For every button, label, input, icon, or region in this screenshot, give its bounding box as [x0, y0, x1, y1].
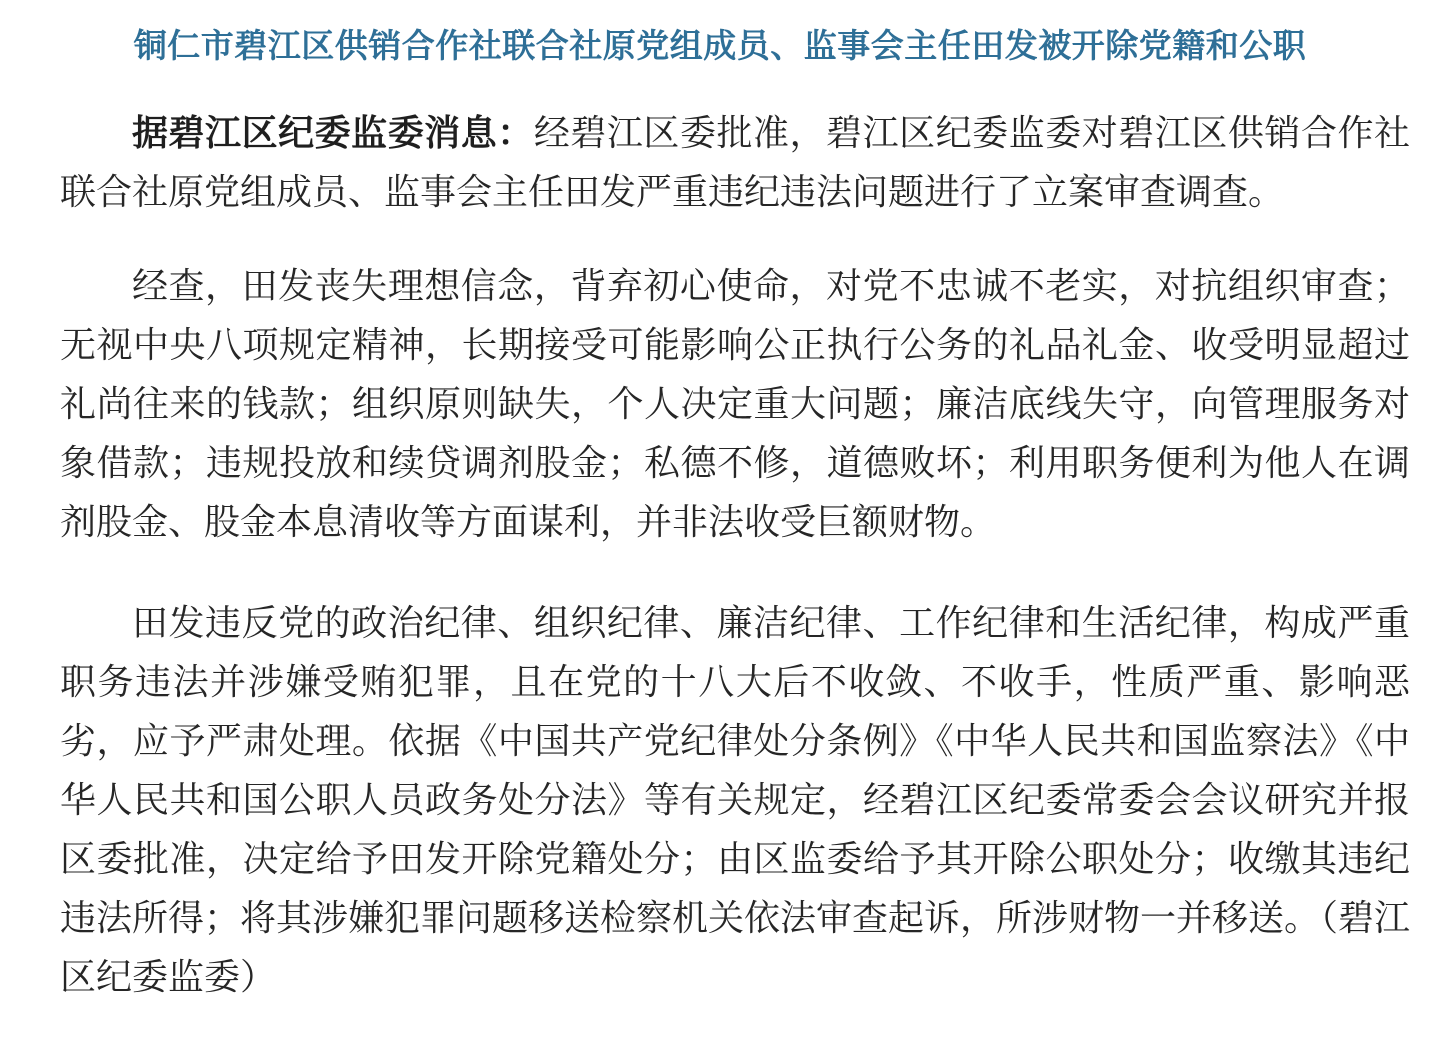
- paragraph-text: 经查，田发丧失理想信念，背弃初心使命，对党不忠诚不老实，对抗组织审查；无视中央八项规定精神，长期接受可能影响公正执行公务的礼品礼金、收受明显超过礼尚往来的钱款；组织原则缺失，个人决定重大问题；廉洁底线失守，向管理服务对象借款；违规投放和续贷调剂股金；私德不修，道德败坏；利用职务便利为他人在调剂股金、股金本息清收等方面谋利，并非法收受巨额财物。: [60, 266, 1410, 543]
- article-title: 铜仁市碧江区供销合作社联合社原党组成员、监事会主任田发被开除党籍和公职: [133, 26, 1307, 65]
- paragraph-intro: [60, 104, 1410, 222]
- paragraph-text: 田发违反党的政治纪律、组织纪律、廉洁纪律、工作纪律和生活纪律，构成严重职务违法并涉嫌受贿犯罪，且在党的十八大后不收敛、不收手，性质严重、影响恶劣，应予严肃处理。依据《中国共产党纪律处分条例》《中华人民共和国监察法》《中华人民共和国公职人员政务处分法》等有关规定，经碧江区纪委常委会会议研究并报区委批准，决定给予田发开除党籍处分；由区监委给予其开除公职处分；收缴其违纪违法所得；将其涉嫌犯罪问题移送检察机关依法审查起诉，所涉财物一并移送。（碧江区纪委监委）: [60, 603, 1411, 998]
- paragraph-findings: [60, 257, 1410, 552]
- paragraph-decision: [60, 594, 1410, 1007]
- paragraph-lead: 据碧江区纪委监委消息：: [132, 113, 534, 154]
- paragraph-text: 经碧江区委批准，碧江区纪委监委对碧江区供销合作社联合社原党组成员、监事会主任田发严重违纪违法问题进行了立案审查调查。: [60, 113, 1410, 213]
